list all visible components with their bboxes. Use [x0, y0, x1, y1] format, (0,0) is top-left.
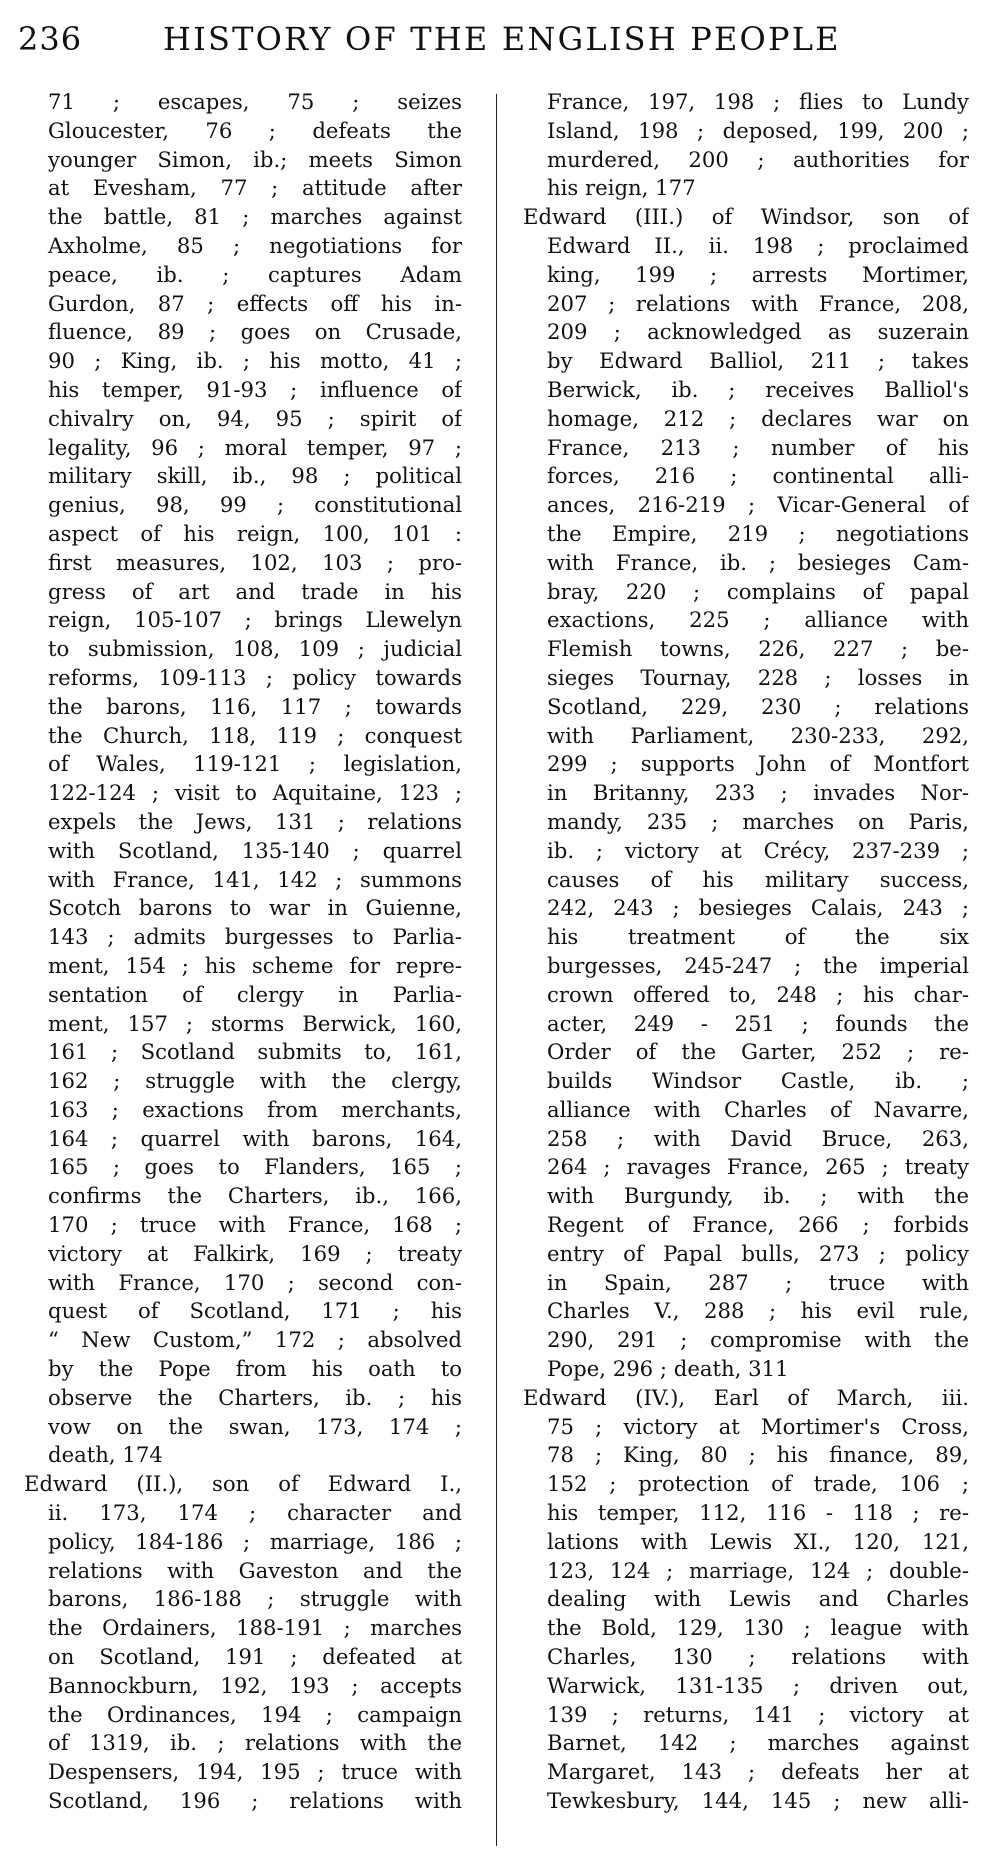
index-column-right	[523, 88, 969, 1816]
index-entry-heading: Edward (III.) of Windsor, son of	[523, 204, 969, 230]
index-line: with Burgundy, ib. ; with the	[547, 1183, 969, 1209]
index-line: crown offered to, 248 ; his char-	[547, 981, 969, 1007]
index-line: younger Simon, ib.; meets Simon	[48, 146, 462, 172]
page-header	[18, 14, 998, 62]
index-line: 122-124 ; visit to Aquitaine, 123 ;	[48, 780, 462, 806]
index-line: 162 ; struggle with the clergy,	[48, 1068, 462, 1094]
index-line: king, 199 ; arrests Mortimer,	[547, 261, 969, 287]
index-line: military skill, ib., 98 ; political	[48, 463, 462, 489]
index-line: acter, 249 - 251 ; founds the	[547, 1010, 969, 1036]
index-line: quest of Scotland, 171 ; his	[48, 1298, 462, 1324]
index-line: the Church, 118, 119 ; conquest	[48, 722, 462, 748]
index-line: Charles, 130 ; relations with	[547, 1644, 969, 1670]
index-line: alliance with Charles of Navarre,	[547, 1096, 969, 1122]
index-line: 78 ; King, 80 ; his finance, 89,	[547, 1442, 969, 1468]
index-line: 207 ; relations with France, 208,	[547, 290, 969, 316]
index-line: the Ordainers, 188-191 ; marches	[48, 1615, 462, 1641]
index-line: expels the Jews, 131 ; relations	[48, 808, 462, 834]
index-line: sieges Tournay, 228 ; losses in	[547, 664, 969, 690]
index-line: sentation of clergy in Parlia-	[48, 981, 462, 1007]
index-line: reign, 105-107 ; brings Llewelyn	[48, 607, 462, 633]
index-line: at Evesham, 77 ; attitude after	[48, 175, 462, 201]
index-line: 71 ; escapes, 75 ; seizes	[48, 89, 462, 114]
index-column-left	[24, 88, 462, 1816]
index-line: Flemish towns, 226, 227 ; be-	[547, 636, 969, 662]
index-line: on Scotland, 191 ; defeated at	[48, 1644, 462, 1670]
index-line: mandy, 235 ; marches on Paris,	[547, 808, 969, 834]
index-line: Order of the Garter, 252 ; re-	[547, 1039, 969, 1065]
index-line: 152 ; protection of trade, 106 ;	[547, 1471, 969, 1497]
index-line: in Spain, 287 ; truce with	[547, 1269, 969, 1295]
index-line: vow on the swan, 173, 174 ;	[48, 1413, 462, 1439]
index-line: ances, 216-219 ; Vicar-General of	[547, 492, 969, 518]
index-line: murdered, 200 ; authorities for	[547, 146, 969, 172]
column-divider	[496, 94, 497, 1846]
index-line: Regent of France, 266 ; forbids	[547, 1212, 969, 1238]
index-line: Warwick, 131-135 ; driven out,	[547, 1672, 969, 1698]
index-line: with France, 141, 142 ; summons	[48, 866, 462, 892]
index-line: 163 ; exactions from merchants,	[48, 1096, 462, 1122]
index-line: aspect of his reign, 100, 101 :	[48, 520, 462, 546]
index-line: the Ordinances, 194 ; campaign	[48, 1701, 462, 1727]
index-line: with Scotland, 135-140 ; quarrel	[48, 837, 462, 863]
index-line: victory at Falkirk, 169 ; treaty	[48, 1240, 462, 1266]
index-line: confirms the Charters, ib., 166,	[48, 1183, 462, 1209]
index-line: builds Windsor Castle, ib. ;	[547, 1068, 969, 1094]
index-line: Charles V., 288 ; his evil rule,	[547, 1298, 969, 1324]
index-line: Barnet, 142 ; marches against	[547, 1730, 969, 1756]
index-line: 258 ; with David Bruce, 263,	[547, 1125, 969, 1151]
index-line: 123, 124 ; marriage, 124 ; double-	[547, 1557, 969, 1583]
index-line: homage, 212 ; declares war on	[547, 405, 969, 431]
index-entry-heading: Edward (II.), son of Edward I.,	[24, 1471, 462, 1497]
index-line: ib. ; victory at Crécy, 237-239 ;	[547, 837, 969, 863]
index-line: Edward II., ii. 198 ; proclaimed	[547, 232, 969, 258]
page-number: 236	[18, 20, 83, 58]
index-line: his temper, 112, 116 - 118 ; re-	[547, 1500, 969, 1526]
index-line: 299 ; supports John of Montfort	[547, 751, 969, 777]
index-line: Despensers, 194, 195 ; truce with	[48, 1759, 462, 1785]
index-line: barons, 186-188 ; struggle with	[48, 1586, 462, 1612]
index-line: 143 ; admits burgesses to Parlia-	[48, 924, 462, 950]
index-line: chivalry on, 94, 95 ; spirit of	[48, 405, 462, 431]
index-line: his reign, 177	[547, 175, 696, 201]
index-line: 264 ; ravages France, 265 ; treaty	[547, 1154, 969, 1180]
index-line: 165 ; goes to Flanders, 165 ;	[48, 1154, 462, 1180]
index-line: observe the Charters, ib. ; his	[48, 1384, 462, 1410]
index-line: bray, 220 ; complains of papal	[547, 578, 969, 604]
index-line: relations with Gaveston and the	[48, 1557, 462, 1583]
index-line: the Empire, 219 ; negotiations	[547, 520, 969, 546]
index-line: 90 ; King, ib. ; his motto, 41 ;	[48, 348, 462, 374]
index-line: 161 ; Scotland submits to, 161,	[48, 1039, 462, 1065]
index-line: with France, ib. ; besieges Cam-	[547, 549, 969, 575]
index-line: France, 213 ; number of his	[547, 434, 969, 460]
index-line: 139 ; returns, 141 ; victory at	[547, 1701, 969, 1727]
index-line: ment, 154 ; his scheme for repre-	[48, 952, 462, 978]
index-line: of Wales, 119-121 ; legislation,	[48, 751, 462, 777]
index-line: France, 197, 198 ; flies to Lundy	[547, 89, 969, 114]
index-line: Gurdon, 87 ; effects off his in-	[48, 290, 462, 316]
index-line: Pope, 296 ; death, 311	[547, 1356, 789, 1382]
index-line: the Bold, 129, 130 ; league with	[547, 1615, 969, 1641]
index-line: 290, 291 ; compromise with the	[547, 1327, 969, 1353]
index-line: to submission, 108, 109 ; judicial	[48, 636, 462, 662]
running-title: HISTORY OF THE ENGLISH PEOPLE	[163, 20, 841, 58]
index-line: by the Pope from his oath to	[48, 1356, 462, 1382]
index-line: causes of his military success,	[547, 866, 969, 892]
index-line: lations with Lewis XI., 120, 121,	[547, 1528, 969, 1554]
index-line: Berwick, ib. ; receives Balliol's	[547, 376, 969, 402]
index-line: Margaret, 143 ; defeats her at	[547, 1759, 969, 1785]
index-line: dealing with Lewis and Charles	[547, 1586, 969, 1612]
index-line: 164 ; quarrel with barons, 164,	[48, 1125, 462, 1151]
index-line: by Edward Balliol, 211 ; takes	[547, 348, 969, 374]
index-line: Scotland, 229, 230 ; relations	[547, 693, 969, 719]
index-line: exactions, 225 ; alliance with	[547, 607, 969, 633]
index-line: 209 ; acknowledged as suzerain	[547, 319, 969, 345]
index-line: the battle, 81 ; marches against	[48, 204, 462, 230]
index-line: Island, 198 ; deposed, 199, 200 ;	[547, 117, 969, 143]
index-line: of 1319, ib. ; relations with the	[48, 1730, 462, 1756]
index-line: 242, 243 ; besieges Calais, 243 ;	[547, 895, 969, 921]
index-line: legality, 96 ; moral temper, 97 ;	[48, 434, 462, 460]
index-line: ii. 173, 174 ; character and	[48, 1500, 462, 1526]
index-line: “ New Custom,” 172 ; absolved	[48, 1327, 462, 1353]
index-line: policy, 184-186 ; marriage, 186 ;	[48, 1528, 462, 1554]
index-line: Bannockburn, 192, 193 ; accepts	[48, 1672, 462, 1698]
index-line: with Parliament, 230-233, 292,	[547, 722, 969, 748]
index-line: Gloucester, 76 ; defeats the	[48, 117, 462, 143]
index-line: first measures, 102, 103 ; pro-	[48, 549, 462, 575]
index-line: reforms, 109-113 ; policy towards	[48, 664, 462, 690]
index-line: entry of Papal bulls, 273 ; policy	[547, 1240, 969, 1266]
index-line: Scotch barons to war in Guienne,	[48, 895, 462, 921]
index-line: genius, 98, 99 ; constitutional	[48, 492, 462, 518]
index-line: fluence, 89 ; goes on Crusade,	[48, 319, 462, 345]
index-line: death, 174	[48, 1442, 163, 1468]
index-line: 170 ; truce with France, 168 ;	[48, 1212, 462, 1238]
index-line: burgesses, 245-247 ; the imperial	[547, 952, 969, 978]
index-line: with France, 170 ; second con-	[48, 1269, 462, 1295]
index-line: Axholme, 85 ; negotiations for	[48, 232, 462, 258]
index-line: ment, 157 ; storms Berwick, 160,	[48, 1010, 462, 1036]
index-line: the barons, 116, 117 ; towards	[48, 693, 462, 719]
index-line: his temper, 91-93 ; influence of	[48, 376, 462, 402]
index-entry-heading: Edward (IV.), Earl of March, iii.	[523, 1384, 969, 1410]
index-line: Tewkesbury, 144, 145 ; new alli-	[547, 1788, 969, 1814]
index-line: his treatment of the six	[547, 924, 969, 950]
index-line: Scotland, 196 ; relations with	[48, 1788, 462, 1814]
index-line: 75 ; victory at Mortimer's Cross,	[547, 1413, 969, 1439]
index-line: gress of art and trade in his	[48, 578, 462, 604]
index-line: peace, ib. ; captures Adam	[48, 261, 462, 287]
index-line: in Britanny, 233 ; invades Nor-	[547, 780, 969, 806]
index-line: forces, 216 ; continental alli-	[547, 463, 969, 489]
